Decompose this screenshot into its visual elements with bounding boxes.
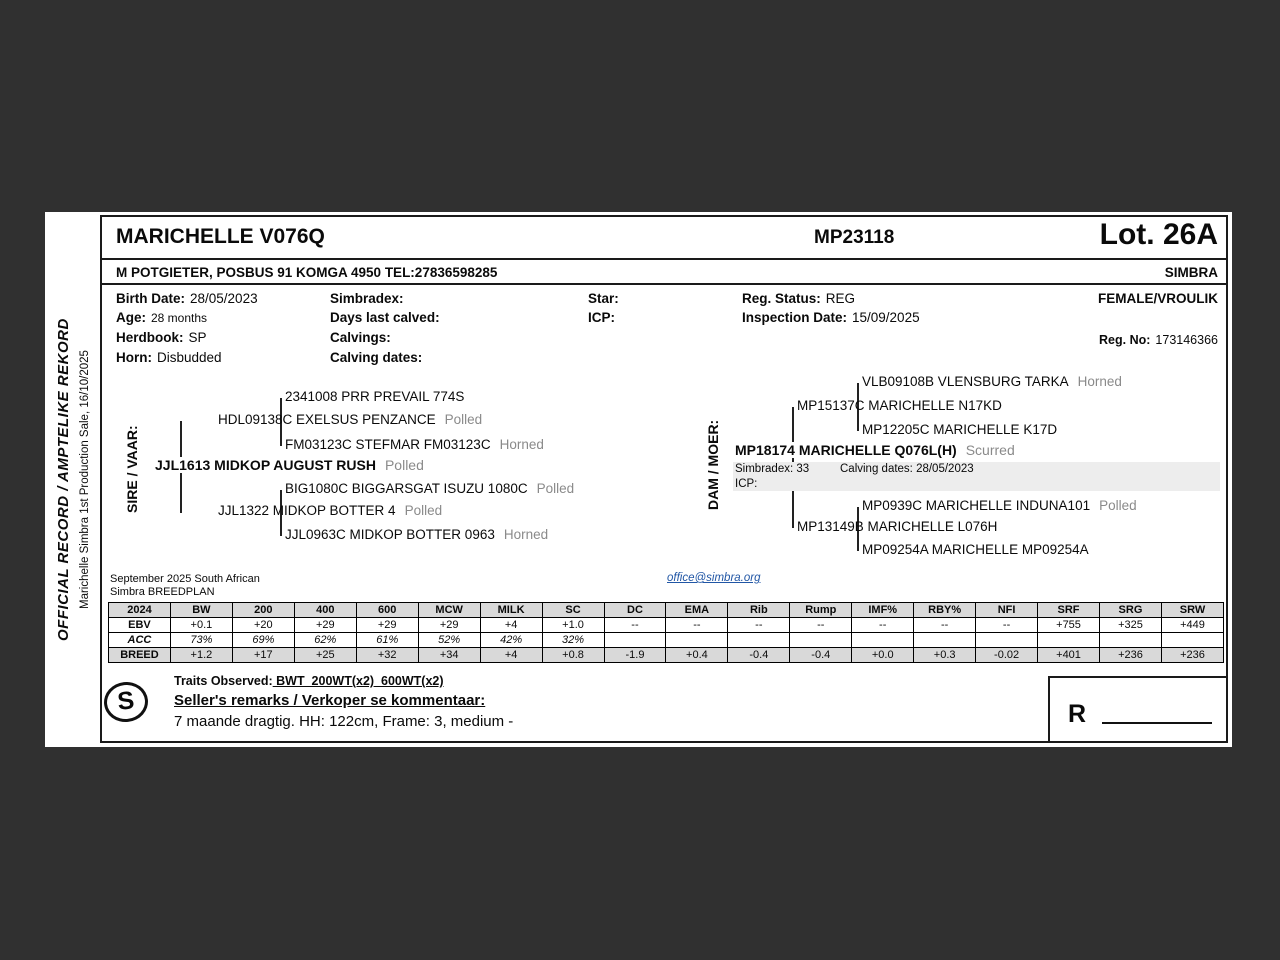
lot-number: Lot. 26A bbox=[1099, 218, 1218, 251]
ebv-cell: 42% bbox=[480, 633, 542, 648]
horn-status: Horned bbox=[503, 527, 549, 542]
field-simbradex bbox=[330, 291, 409, 306]
catalog-sheet bbox=[45, 212, 1232, 747]
ebv-cell: +236 bbox=[1161, 648, 1223, 663]
field-horn bbox=[116, 350, 222, 365]
field-label: ICP: bbox=[588, 310, 615, 325]
ebv-cell bbox=[1161, 633, 1223, 648]
field-label: Simbradex: bbox=[330, 291, 404, 306]
ebv-cell bbox=[976, 633, 1038, 648]
ebv-cell bbox=[1100, 633, 1162, 648]
ebv-cell: -- bbox=[728, 618, 790, 633]
field-herdbook bbox=[116, 330, 207, 345]
horn-status: Polled bbox=[1099, 498, 1137, 513]
ebv-cell: 52% bbox=[418, 633, 480, 648]
ebv-cell: +17 bbox=[232, 648, 294, 663]
ebv-cell: +4 bbox=[480, 648, 542, 663]
field-label: Reg. No: bbox=[1099, 333, 1151, 347]
logo-letter: S bbox=[116, 686, 136, 716]
ebv-cell: -- bbox=[976, 618, 1038, 633]
ebv-cell: 69% bbox=[232, 633, 294, 648]
sire-column-label: SIRE / VAAR: bbox=[124, 425, 140, 514]
owner-band bbox=[102, 262, 1226, 285]
ebv-header-cell: Rump bbox=[790, 603, 852, 618]
animal-id-name: JJL1613 MIDKOP AUGUST RUSH bbox=[155, 457, 376, 473]
ebv-cell: -- bbox=[790, 618, 852, 633]
price-blank-line bbox=[1102, 722, 1212, 724]
field-label: Calving dates: bbox=[330, 350, 423, 365]
ebv-cell: +29 bbox=[356, 618, 418, 633]
sellers-remarks-heading: Seller's remarks / Verkoper se kommentaar: bbox=[174, 692, 486, 709]
breedplan-caption-line2: Simbra BREEDPLAN bbox=[110, 586, 215, 598]
ebv-cell bbox=[914, 633, 976, 648]
dam-simbradex: Simbradex: 33 bbox=[735, 463, 810, 475]
ebv-cell: +0.1 bbox=[170, 618, 232, 633]
ebv-cell: -- bbox=[852, 618, 914, 633]
animal-id-name: BIG1080C BIGGARSGAT ISUZU 1080C bbox=[285, 481, 528, 496]
breed-name: SIMBRA bbox=[1164, 265, 1218, 280]
ebv-cell: 61% bbox=[356, 633, 418, 648]
price-currency-prefix: R bbox=[1068, 700, 1087, 728]
animal-id-name: 2341008 PRR PREVAIL 774S bbox=[285, 389, 465, 404]
ebv-cell: 32% bbox=[542, 633, 604, 648]
horn-status: Polled bbox=[384, 457, 424, 473]
ebv-cell: +25 bbox=[294, 648, 356, 663]
ebv-cell bbox=[1038, 633, 1100, 648]
pedigree-entry-dam-granddam bbox=[862, 422, 1066, 437]
animal-id-name: MP12205C MARICHELLE K17D bbox=[862, 422, 1058, 437]
ebv-cell bbox=[666, 633, 728, 648]
animal-id-name: MP09254A MARICHELLE MP09254A bbox=[862, 542, 1089, 557]
animal-id-name: MP0939C MARICHELLE INDUNA101 bbox=[862, 498, 1091, 513]
dam-icp-band bbox=[733, 477, 1220, 491]
official-record-vertical-text: OFFICIAL RECORD / AMPTELIKE REKORD bbox=[55, 318, 72, 641]
ebv-cell: +755 bbox=[1038, 618, 1100, 633]
animal-id-name: HDL09138C EXELSUS PENZANCE bbox=[218, 412, 436, 427]
ebv-cell: +34 bbox=[418, 648, 480, 663]
ebv-header-cell: 600 bbox=[356, 603, 418, 618]
breedplan-caption-line1: September 2025 South African bbox=[110, 573, 260, 585]
field-label: Horn: bbox=[116, 350, 152, 365]
horn-status: Horned bbox=[499, 437, 544, 452]
traits-label: Traits Observed: bbox=[174, 674, 273, 688]
breed-row bbox=[109, 648, 1224, 663]
ebv-header-cell: Rib bbox=[728, 603, 790, 618]
field-label: Inspection Date: bbox=[742, 310, 848, 325]
field-label: Birth Date: bbox=[116, 291, 186, 306]
ebv-row bbox=[109, 618, 1224, 633]
pedigree-entry-dam-dam-sire bbox=[862, 498, 1137, 513]
ebv-cell: +0.4 bbox=[666, 648, 728, 663]
field-inspection-date bbox=[742, 310, 920, 325]
field-label: Herdbook: bbox=[116, 330, 184, 345]
field-calving-dates bbox=[330, 350, 427, 365]
sale-title-vertical-text: Marichelle Simbra 1st Production Sale, 16/10/2025 bbox=[79, 350, 91, 609]
ebv-header-cell: MILK bbox=[480, 603, 542, 618]
breedplan-ebv-table bbox=[108, 602, 1224, 663]
horn-status: Scurred bbox=[965, 442, 1015, 458]
ebv-header-cell: SRG bbox=[1100, 603, 1162, 618]
field-value: 28 months bbox=[151, 311, 208, 325]
dam-info-band bbox=[733, 462, 1220, 477]
field-birth-date bbox=[116, 291, 258, 306]
horn-status: Polled bbox=[536, 481, 575, 496]
ebv-cell bbox=[604, 633, 666, 648]
price-box bbox=[1048, 676, 1226, 741]
ebv-cell: +236 bbox=[1100, 648, 1162, 663]
ebv-row-label: BREED bbox=[109, 648, 171, 663]
ebv-cell: +20 bbox=[232, 618, 294, 633]
ebv-cell: -- bbox=[666, 618, 728, 633]
field-label: Calvings: bbox=[330, 330, 391, 345]
pedigree-entry-dam-dam-dam bbox=[862, 542, 1098, 557]
ebv-cell: +0.3 bbox=[914, 648, 976, 663]
animal-id-name: MP13149B MARICHELLE L076H bbox=[797, 519, 998, 534]
header-band bbox=[102, 217, 1226, 260]
field-value: 173146366 bbox=[1155, 333, 1218, 347]
ebv-header-cell: 200 bbox=[232, 603, 294, 618]
ebv-cell: +401 bbox=[1038, 648, 1100, 663]
ebv-cell: +1.0 bbox=[542, 618, 604, 633]
pedigree-entry-sire-dam-dam bbox=[285, 527, 548, 542]
ebv-header-row bbox=[109, 603, 1224, 618]
ebv-row-label: EBV bbox=[109, 618, 171, 633]
traits-observed bbox=[174, 674, 444, 688]
ebv-cell: -1.9 bbox=[604, 648, 666, 663]
sellers-remarks-text: 7 maande dragtig. HH: 122cm, Frame: 3, medium - bbox=[174, 713, 514, 730]
email-link[interactable]: office@simbra.org bbox=[667, 572, 761, 584]
animal-id-name: MP18174 MARICHELLE Q076L(H) bbox=[735, 442, 957, 458]
dam-calving-dates: Calving dates: 28/05/2023 bbox=[840, 463, 974, 475]
ebv-cell: 62% bbox=[294, 633, 356, 648]
pedigree-entry-sire-dam bbox=[218, 503, 442, 518]
pedigree-entry-sire bbox=[155, 457, 429, 473]
ebv-header-cell: SC bbox=[542, 603, 604, 618]
ebv-cell: 73% bbox=[170, 633, 232, 648]
field-days-last-calved bbox=[330, 310, 445, 325]
ebv-header-cell: RBY% bbox=[914, 603, 976, 618]
field-icp bbox=[588, 310, 620, 325]
pedigree-entry-sire-sire bbox=[218, 412, 482, 427]
animal-id-name: VLB09108B VLENSBURG TARKA bbox=[862, 374, 1069, 389]
horn-status: Polled bbox=[444, 412, 483, 427]
ebv-cell: +29 bbox=[418, 618, 480, 633]
field-label: Days last calved: bbox=[330, 310, 440, 325]
ebv-cell: +4 bbox=[480, 618, 542, 633]
pedigree-entry-dam-grandsire bbox=[862, 374, 1122, 389]
animal-reg-id: MP23118 bbox=[814, 227, 895, 248]
ebv-cell bbox=[790, 633, 852, 648]
pedigree-entry-dam-sire bbox=[797, 398, 1011, 413]
lot-card bbox=[100, 215, 1228, 743]
acc-row bbox=[109, 633, 1224, 648]
ebv-cell: +325 bbox=[1100, 618, 1162, 633]
field-reg-no bbox=[1099, 333, 1218, 347]
field-calvings bbox=[330, 330, 396, 345]
ebv-cell: +1.2 bbox=[170, 648, 232, 663]
pedigree-entry-dam bbox=[735, 442, 1020, 458]
simbra-society-logo-icon bbox=[102, 680, 150, 724]
pedigree-entry-sire-granddam bbox=[285, 437, 544, 452]
pedigree-entry-dam-dam bbox=[797, 519, 1006, 534]
field-reg-status bbox=[742, 291, 855, 306]
ebv-cell: +29 bbox=[294, 618, 356, 633]
horn-status: Horned bbox=[1077, 374, 1122, 389]
ebv-header-cell: IMF% bbox=[852, 603, 914, 618]
field-sex: FEMALE/VROULIK bbox=[1098, 291, 1218, 306]
animal-id-name: FM03123C STEFMAR FM03123C bbox=[285, 437, 491, 452]
field-label: Star: bbox=[588, 291, 619, 306]
ebv-row-label: ACC bbox=[109, 633, 171, 648]
ebv-cell: +32 bbox=[356, 648, 418, 663]
traits-value: BWT 200WT(x2) 600WT(x2) bbox=[272, 674, 444, 688]
ebv-cell bbox=[852, 633, 914, 648]
ebv-header-cell: SRF bbox=[1038, 603, 1100, 618]
field-value: Disbudded bbox=[157, 350, 222, 365]
ebv-header-cell: DC bbox=[604, 603, 666, 618]
owner-contact: M POTGIETER, POSBUS 91 KOMGA 4950 TEL:27836598285 bbox=[116, 265, 498, 280]
ebv-header-cell: 2024 bbox=[109, 603, 171, 618]
ebv-header-cell: BW bbox=[170, 603, 232, 618]
ebv-cell: -0.02 bbox=[976, 648, 1038, 663]
dam-icp: ICP: bbox=[735, 478, 758, 490]
ebv-cell: -- bbox=[914, 618, 976, 633]
ebv-cell: +449 bbox=[1161, 618, 1223, 633]
dam-column-label: DAM / MOER: bbox=[705, 419, 721, 510]
horn-status: Polled bbox=[404, 503, 443, 518]
ebv-header-cell: 400 bbox=[294, 603, 356, 618]
field-age bbox=[116, 310, 207, 325]
ebv-header-cell: NFI bbox=[976, 603, 1038, 618]
ebv-header-cell: EMA bbox=[666, 603, 728, 618]
pedigree-entry-sire-dam-sire bbox=[285, 481, 574, 496]
animal-id-name: MP15137C MARICHELLE N17KD bbox=[797, 398, 1002, 413]
ebv-header-cell: SRW bbox=[1161, 603, 1223, 618]
ebv-header-cell: MCW bbox=[418, 603, 480, 618]
field-star bbox=[588, 291, 624, 306]
ebv-cell: -0.4 bbox=[728, 648, 790, 663]
field-value: 28/05/2023 bbox=[190, 291, 258, 306]
ebv-cell: -- bbox=[604, 618, 666, 633]
field-value: REG bbox=[825, 291, 856, 306]
ebv-cell: +0.8 bbox=[542, 648, 604, 663]
field-label: Age: bbox=[116, 310, 146, 325]
animal-name: MARICHELLE V076Q bbox=[116, 225, 325, 248]
field-value: SP bbox=[188, 330, 207, 345]
pedigree-entry-sire-grandsire bbox=[285, 389, 473, 404]
ebv-cell: +0.0 bbox=[852, 648, 914, 663]
field-label: Reg. Status: bbox=[742, 291, 821, 306]
animal-id-name: JJL0963C MIDKOP BOTTER 0963 bbox=[285, 527, 495, 542]
field-value: 15/09/2025 bbox=[852, 310, 920, 325]
animal-id-name: JJL1322 MIDKOP BOTTER 4 bbox=[218, 503, 396, 518]
ebv-cell: -0.4 bbox=[790, 648, 852, 663]
ebv-cell bbox=[728, 633, 790, 648]
